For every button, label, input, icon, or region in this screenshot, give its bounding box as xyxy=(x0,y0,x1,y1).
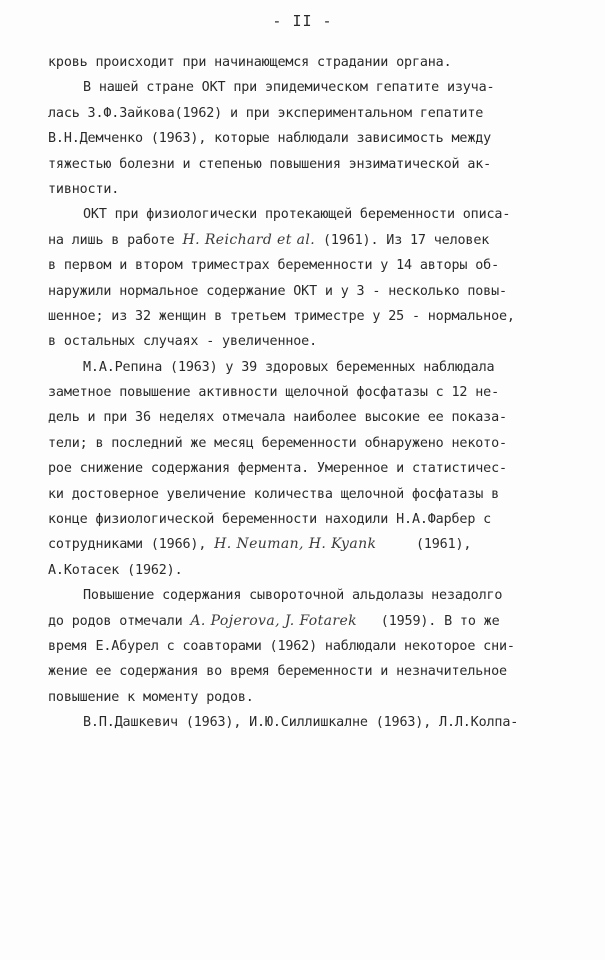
line-text: кровь происходит при начинающемся страдании органа. xyxy=(48,55,452,70)
text-line xyxy=(48,126,560,151)
text-line xyxy=(48,405,560,430)
handwritten-citation: H. Reichard et al. xyxy=(182,231,316,248)
paragraph-first-line xyxy=(48,202,560,227)
text-line xyxy=(48,431,560,456)
line-text: наружили нормальное содержание ОКТ и у 3 - несколько повы- xyxy=(48,283,507,299)
text-line xyxy=(48,609,560,634)
handwritten-citation: A. Pojerova, J. Fotarek xyxy=(190,612,358,629)
line-text: конце физиологической беременности находили Н.А.Фарбер с xyxy=(48,512,492,528)
line-text: В нашей стране ОКТ при эпидемическом гепатите изуча- xyxy=(83,80,495,96)
body-text xyxy=(48,50,560,736)
line-text: сотрудниками (1966), xyxy=(48,537,215,553)
text-line xyxy=(48,101,560,126)
page-number: - II - xyxy=(272,12,333,30)
text-line xyxy=(48,685,560,710)
line-text: в первом и втором триместрах беременности у 14 авторы об- xyxy=(48,258,499,274)
text-line xyxy=(48,50,560,75)
text-line xyxy=(48,380,560,405)
line-text: на лишь в работе xyxy=(48,232,183,248)
text-line xyxy=(48,253,560,278)
line-text: В.Н.Демченко (1963), которые наблюдали зависимость между xyxy=(48,131,492,147)
line-text: ОКТ при физиологически протекающей беременности описа- xyxy=(83,207,511,223)
text-line xyxy=(48,456,560,481)
line-text: тели; в последний же месяц беременности обнаружено некото- xyxy=(48,435,507,451)
paragraph-first-line xyxy=(48,355,560,380)
text-line xyxy=(48,177,560,202)
line-text: шенное; из 32 женщин в третьем триместре у 25 - нормальное, xyxy=(48,308,515,324)
text-line xyxy=(48,279,560,304)
line-text: А.Котасек (1962). xyxy=(48,562,183,578)
paragraph-first-line xyxy=(48,710,560,735)
line-text: М.А.Репина (1963) у 39 здоровых беременных наблюдала xyxy=(83,359,495,375)
text-line xyxy=(48,152,560,177)
line-text: повышение к моменту родов. xyxy=(48,689,254,705)
line-text: В.П.Дашкевич (1963), И.Ю.Силлишкалне (1963), Л.Л.Колпа- xyxy=(83,715,519,731)
handwritten-citation: H. Neuman, H. Kyank xyxy=(214,536,377,553)
line-text: рое снижение содержания фермента. Умеренное и статистичес- xyxy=(48,461,507,477)
line-text: ки достоверное увеличение количества щелочной фосфатазы в xyxy=(48,486,499,502)
text-line xyxy=(48,659,560,684)
line-text: лась З.Ф.Зайкова(1962) и при экспериментальном гепатите xyxy=(48,105,484,121)
line-text: Повышение содержания сывороточной альдолазы незадолго xyxy=(83,588,503,604)
text-line xyxy=(48,304,560,329)
line-text: время Е.Абурел с соавторами (1962) наблюдали некоторое сни- xyxy=(48,638,515,654)
paragraph-first-line xyxy=(48,583,560,608)
line-text: (1961), xyxy=(376,537,472,553)
line-text: до родов отмечали xyxy=(48,613,191,629)
line-text: дель и при 36 неделях отмечала наиболее высокие ее показа- xyxy=(48,410,507,426)
line-text: тяжестью болезни и степенью повышения энзиматической ак- xyxy=(48,156,492,172)
line-text: тивности. xyxy=(48,181,120,197)
line-text: заметное повышение активности щелочной фосфатазы с 12 не- xyxy=(48,385,499,401)
text-line xyxy=(48,634,560,659)
text-line xyxy=(48,228,560,253)
line-text: в остальных случаях - увеличенное. xyxy=(48,334,318,350)
text-line xyxy=(48,558,560,583)
line-text: жение ее содержания во время беременности и незначительное xyxy=(48,664,507,680)
text-line xyxy=(48,507,560,532)
text-line xyxy=(48,532,560,557)
line-text: (1959). В то же xyxy=(357,613,500,629)
line-text: (1961). Из 17 человек xyxy=(315,232,490,248)
text-line xyxy=(48,482,560,507)
text-line xyxy=(48,329,560,354)
paragraph-first-line xyxy=(48,75,560,100)
